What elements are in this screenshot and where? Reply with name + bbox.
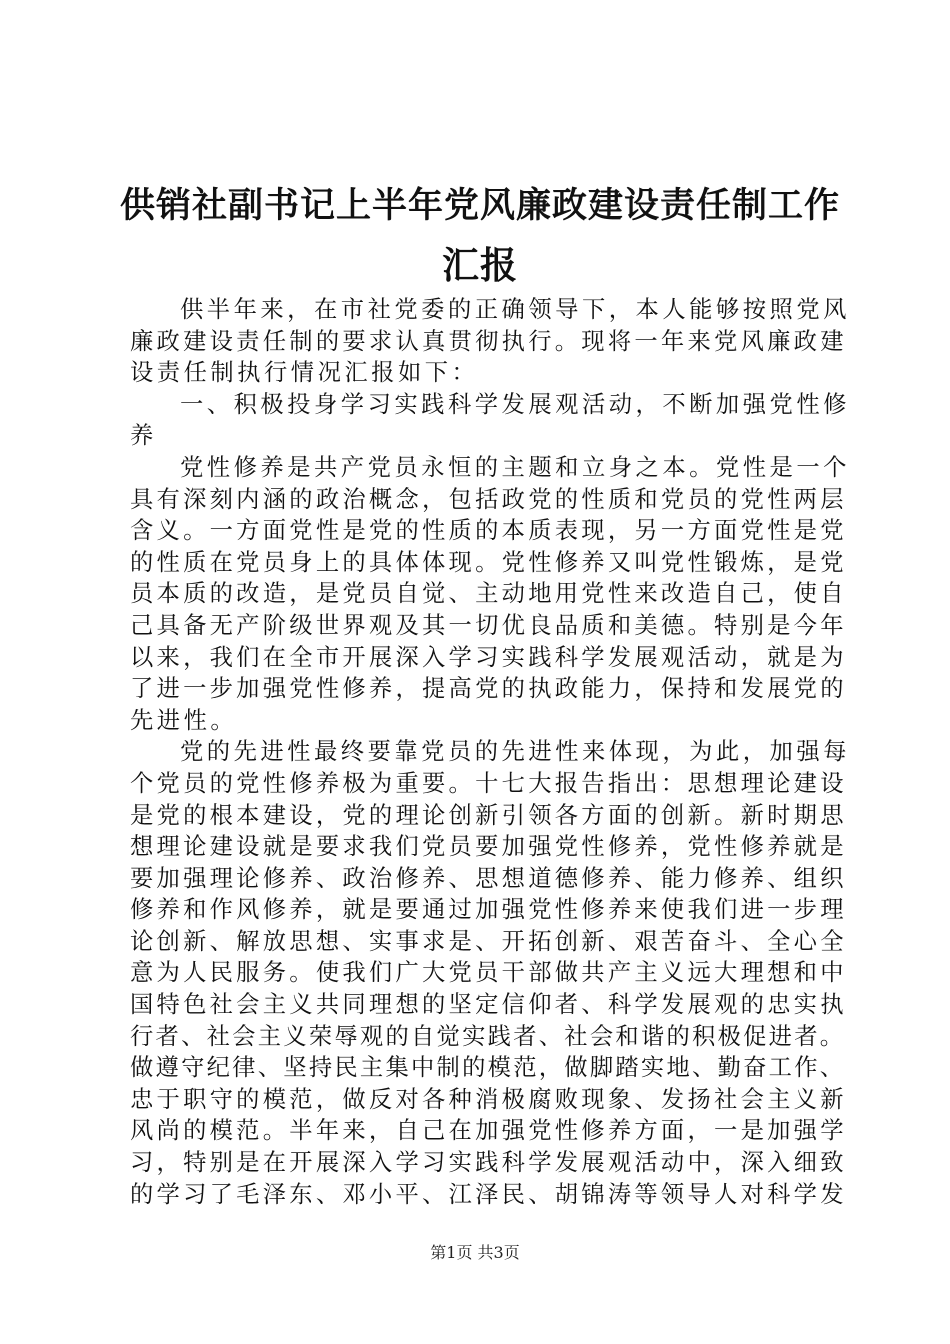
body-line: 员本质的改造，是党员自觉、主动地用党性来改造自己，使自 xyxy=(130,580,847,608)
body-line: 了进一步加强党性修养，提高党的执政能力，保持和发展党的 xyxy=(130,675,847,703)
body-line: 个党员的党性修养极为重要。十七大报告指出：思想理论建设 xyxy=(130,769,847,797)
body-line: 的学习了毛泽东、邓小平、江泽民、胡锦涛等领导人对科学发 xyxy=(130,1180,847,1208)
body-line: 忠于职守的模范，做反对各种消极腐败现象、发扬社会主义新 xyxy=(130,1085,847,1113)
body-line: 设责任制执行情况汇报如下： xyxy=(130,359,479,387)
body-line: 论创新、解放思想、实事求是、开拓创新、艰苦奋斗、全心全 xyxy=(130,927,847,955)
body-line: 行者、社会主义荣辱观的自觉实践者、社会和谐的积极促进者。 xyxy=(130,1022,846,1050)
section-heading-line: 一、积极投身学习实践科学发展观活动，不断加强党性修 xyxy=(180,390,850,418)
body-line: 做遵守纪律、坚持民主集中制的模范，做脚踏实地、勤奋工作、 xyxy=(130,1054,846,1082)
body-line: 意为人民服务。使我们广大党员干部做共产主义远大理想和中 xyxy=(130,959,847,987)
body-line: 修养和作风修养，就是要通过加强党性修养来使我们进一步理 xyxy=(130,896,847,924)
body-line: 习，特别是在开展深入学习实践科学发展观活动中，深入细致 xyxy=(130,1149,847,1177)
body-line: 是党的根本建设，党的理论创新引领各方面的创新。新时期思 xyxy=(130,801,847,829)
section-heading-line: 养 xyxy=(130,422,157,450)
body-line: 供半年来，在市社党委的正确领导下，本人能够按照党风 xyxy=(180,296,850,323)
title-line-2: 汇报 xyxy=(442,244,518,287)
body-line: 先进性。 xyxy=(130,706,238,734)
page-number-footer: 第1页 共3页 xyxy=(430,1243,520,1262)
body-line: 风尚的模范。半年来，自己在加强党性修养方面，一是加强学 xyxy=(130,1117,847,1145)
document-body xyxy=(130,294,850,1210)
body-line: 廉政建设责任制的要求认真贯彻执行。现将一年来党风廉政建 xyxy=(130,327,847,355)
body-line: 以来，我们在全市开展深入学习实践科学发展观活动，就是为 xyxy=(130,643,847,671)
body-line: 想理论建设就是要求我们党员要加强党性修养，党性修养就是 xyxy=(130,833,847,861)
body-line: 党的先进性最终要靠党员的先进性来体现，为此，加强每 xyxy=(180,738,850,766)
body-line: 具有深刻内涵的政治概念，包括政党的性质和党员的党性两层 xyxy=(130,485,847,513)
body-line: 的性质在党员身上的具体体现。党性修养又叫党性锻炼，是党 xyxy=(130,548,847,576)
body-line: 党性修养是共产党员永恒的主题和立身之本。党性是一个 xyxy=(180,453,850,481)
body-line: 国特色社会主义共同理想的坚定信仰者、科学发展观的忠实执 xyxy=(130,991,847,1019)
body-line: 含义。一方面党性是党的性质的本质表现，另一方面党性是党 xyxy=(130,517,847,545)
body-line: 要加强理论修养、政治修养、思想道德修养、能力修养、组织 xyxy=(130,864,847,892)
document-title xyxy=(120,176,840,296)
body-line: 己具备无产阶级世界观及其一切优良品质和美德。特别是今年 xyxy=(130,611,847,639)
title-line-1: 供销社副书记上半年党风廉政建设责任制工作 xyxy=(120,186,841,226)
